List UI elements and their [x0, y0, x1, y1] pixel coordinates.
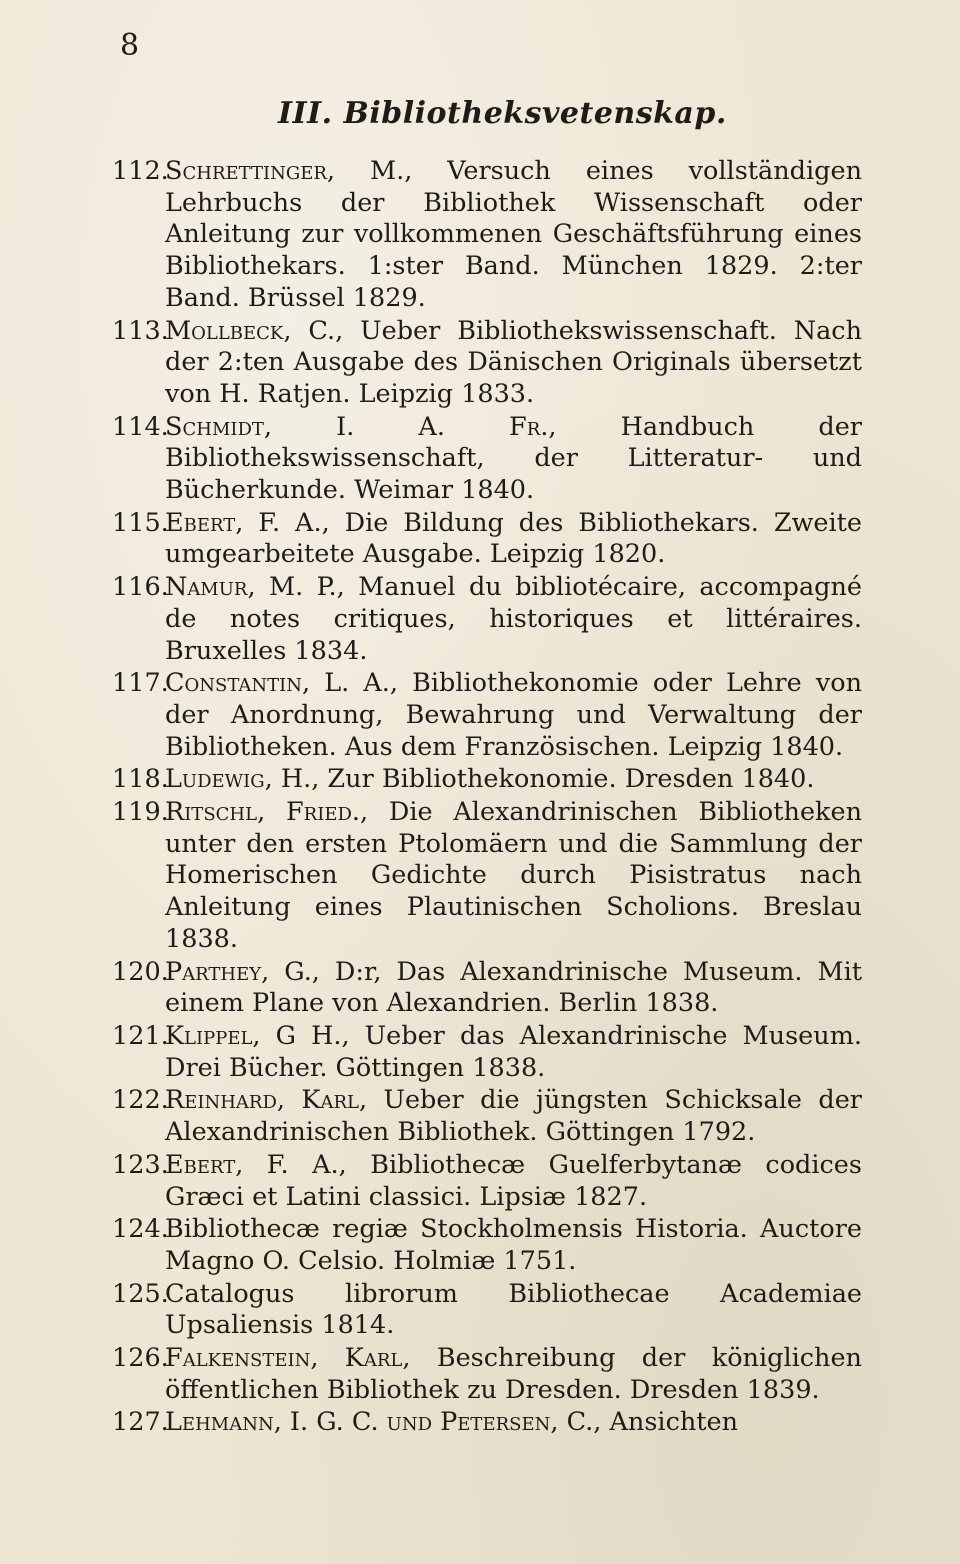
entry-text: Ueber Bibliothekswissenschaft. Nach der 2:ten Ausgabe des Dänischen Originals übersetzt von H. Ratjen. Leipzig 1833. — [165, 315, 862, 409]
entry-author: Ebert, F. A., — [165, 1149, 347, 1180]
entry-text: Ueber die jüngsten Schicksale der Alexandrinischen Bibliothek. Göttingen 1792. — [165, 1085, 862, 1148]
bibliography-entry — [112, 1085, 862, 1148]
entry-number: 114. — [112, 411, 169, 442]
entry-author: Constantin, L. A., — [165, 668, 398, 699]
entry-text: Bibliothecæ Guelferbytanæ codices Græci et Latini classici. Lipsiæ 1827. — [165, 1149, 862, 1212]
entry-author: Schrettinger, M., — [165, 156, 413, 186]
entry-text: Bibliothecæ regiæ Stockholmensis Historia. Auctore Magno O. Celsio. Holmiæ 1751. — [165, 1214, 862, 1276]
section-heading: III. Bibliotheksvetenskap. — [278, 96, 727, 131]
entry-number: 122. — [112, 1085, 169, 1116]
entry-number: 115. — [112, 507, 169, 538]
entry-number: 117. — [112, 668, 169, 699]
entry-author: Parthey, G., — [165, 956, 320, 987]
bibliography-entry — [112, 1021, 862, 1084]
entry-text: D:r, Das Alexandrinische Museum. Mit einem Plane von Alexandrien. Berlin 1838. — [165, 956, 862, 1019]
bibliography-entry — [112, 797, 862, 956]
bibliography-entry — [112, 1407, 862, 1439]
entry-author: Falkenstein, Karl, — [165, 1343, 411, 1374]
bibliography-entry — [112, 764, 862, 796]
entry-number: 116. — [112, 572, 169, 603]
entry-number: 121. — [112, 1020, 169, 1051]
bibliography-entry — [112, 957, 862, 1020]
entry-text: Catalogus librorum Bibliothecae Academiae Upsaliensis 1814. — [165, 1278, 862, 1341]
bibliography-entry — [112, 156, 862, 315]
entry-text: Ansichten — [601, 1407, 739, 1438]
entry-author: Klippel, G H., — [165, 1020, 350, 1051]
entry-text: Zur Bibliothekonomie. Dresden 1840. — [319, 764, 815, 795]
entry-author: Lehmann, I. G. C. und Petersen, C., — [165, 1407, 602, 1438]
entry-number: 112. — [112, 156, 169, 186]
entry-author: Reinhard, Karl, — [165, 1085, 368, 1116]
entry-text: Ueber das Alexandrinische Museum. Drei Bücher. Göttingen 1838. — [165, 1020, 862, 1083]
entry-number: 113. — [112, 315, 169, 346]
bibliography-list — [112, 156, 862, 1440]
entry-text: Versuch eines vollständigen Lehrbuchs der Bibliothek Wissenschaft oder Anleitung zur vollkommenen Geschäftsführung eines Bibliothekars. 1:ster Band. München 1829. 2:ter Band. Brüssel 1829. — [165, 156, 862, 313]
bibliography-entry — [112, 1214, 862, 1277]
entry-author: Mollbeck, C., — [165, 315, 344, 346]
entry-number: 119. — [112, 797, 169, 828]
page-number: 8 — [120, 28, 140, 63]
bibliography-entry — [112, 508, 862, 571]
entry-text: Bibliothekonomie oder Lehre von der Anordnung, Bewahrung und Verwaltung der Bibliotheken. Aus dem Französischen. Leipzig 1840. — [165, 668, 862, 762]
entry-text: Die Alexandrinischen Bibliotheken unter den ersten Ptolomäern und die Sammlung der Homerischen Gedichte durch Pisistratus nach Anleitung eines Plautinischen Scholions. Breslau 1838. — [165, 797, 862, 954]
entry-text: Die Bildung des Bibliothekars. Zweite umgearbeitete Ausgabe. Leipzig 1820. — [165, 507, 862, 570]
bibliography-entry — [112, 668, 862, 763]
entry-author: Namur, M. P., — [165, 572, 345, 603]
entry-author: Ebert, F. A., — [165, 507, 330, 538]
entry-author: Ludewig, H., — [165, 764, 320, 795]
entry-number: 118. — [112, 764, 169, 795]
entry-number: 127. — [112, 1407, 169, 1438]
entry-number: 120. — [112, 956, 169, 987]
entry-number: 123. — [112, 1149, 169, 1180]
bibliography-entry — [112, 572, 862, 667]
bibliography-entry — [112, 1150, 862, 1213]
entry-number: 124. — [112, 1214, 169, 1245]
bibliography-entry — [112, 1343, 862, 1406]
entry-number: 126. — [112, 1343, 169, 1374]
entry-text: Beschreibung der königlichen öffentlichen Bibliothek zu Dresden. Dresden 1839. — [165, 1343, 862, 1405]
entry-text: Handbuch der Bibliothekswissenschaft, der Litteratur- und Bücherkunde. Weimar 1840. — [165, 411, 862, 506]
entry-number: 125. — [112, 1278, 169, 1309]
bibliography-entry — [112, 412, 862, 507]
entry-author: Ritschl, Fried., — [165, 797, 369, 828]
bibliography-entry — [112, 1279, 862, 1342]
bibliography-entry — [112, 316, 862, 411]
entry-text: Manuel du bibliotécaire, accompagné de notes critiques, historiques et littéraires. Bruxelles 1834. — [165, 572, 862, 666]
entry-author: Schmidt, I. A. Fr., — [165, 411, 557, 442]
